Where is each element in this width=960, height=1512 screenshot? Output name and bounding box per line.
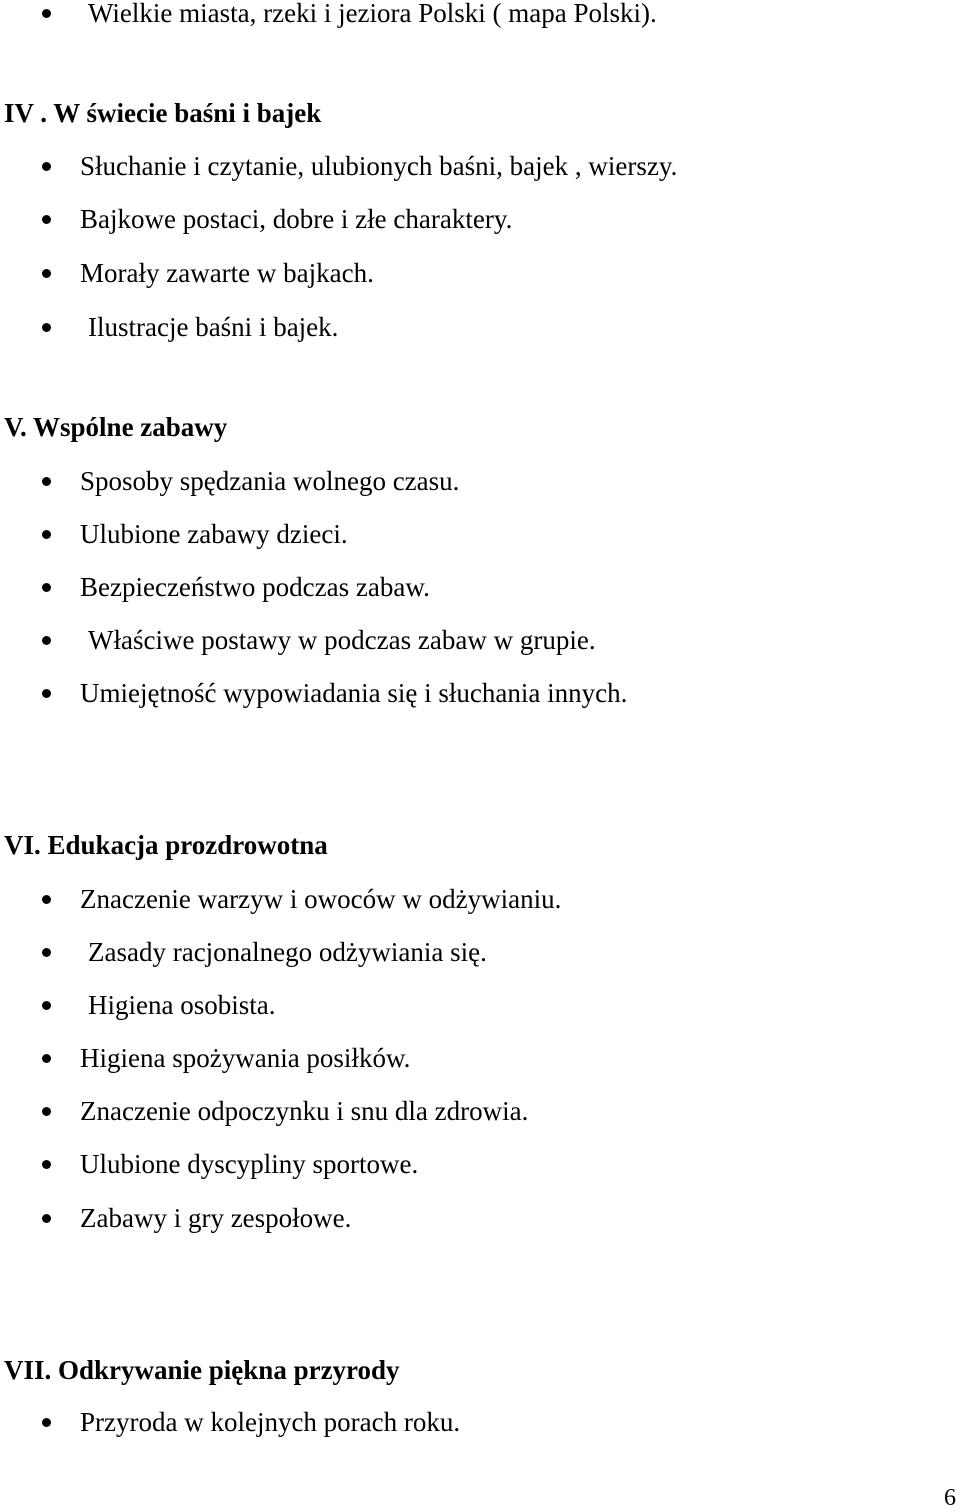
list-item-text: Ilustracje baśni i bajek. [88, 312, 339, 342]
list-item-text: Bezpieczeństwo podczas zabaw. [80, 572, 430, 602]
list-item-text: Bajkowe postaci, dobre i złe charaktery. [80, 204, 513, 234]
list-item-text: Higiena osobista. [88, 990, 276, 1020]
list-item-text: Słuchanie i czytanie, ulubionych baśni, bajek , wierszy. [80, 151, 678, 181]
list-item-text: Ulubione dyscypliny sportowe. [80, 1149, 419, 1179]
section-heading-vi: VI. Edukacja prozdrowotna [4, 830, 328, 860]
bullet-icon [42, 1160, 51, 1169]
section-heading-iv: IV . W świecie baśni i bajek [4, 98, 322, 128]
list-item-text: Morały zawarte w bajkach. [80, 258, 374, 288]
page-number: 6 [944, 1485, 956, 1511]
bullet-icon [42, 895, 51, 904]
list-item-text: Umiejętność wypowiadania się i słuchania innych. [80, 678, 628, 708]
bullet-icon [42, 9, 51, 18]
bullet-icon [42, 1054, 51, 1063]
list-item-text: Sposoby spędzania wolnego czasu. [80, 466, 460, 496]
list-item-text: Wielkie miasta, rzeki i jeziora Polski ( mapa Polski). [88, 0, 657, 28]
list-item-text: Przyroda w kolejnych porach roku. [80, 1407, 461, 1437]
list-item-text: Zabawy i gry zespołowe. [80, 1203, 352, 1233]
bullet-icon [42, 1107, 51, 1116]
bullet-icon [42, 323, 51, 332]
bullet-icon [42, 689, 51, 698]
section-heading-v: V. Wspólne zabawy [4, 412, 228, 442]
bullet-icon [42, 530, 51, 539]
bullet-icon [42, 1001, 51, 1010]
bullet-icon [42, 215, 51, 224]
list-item-text: Znaczenie odpoczynku i snu dla zdrowia. [80, 1096, 529, 1126]
list-item-text: Zasady racjonalnego odżywiania się. [88, 937, 487, 967]
list-item-text: Ulubione zabawy dzieci. [80, 519, 348, 549]
bullet-icon [42, 583, 51, 592]
list-item-text: Znaczenie warzyw i owoców w odżywianiu. [80, 884, 562, 914]
section-heading-vii: VII. Odkrywanie piękna przyrody [4, 1355, 400, 1385]
bullet-icon [42, 636, 51, 645]
list-item-text: Higiena spożywania posiłków. [80, 1043, 411, 1073]
bullet-icon [42, 948, 51, 957]
list-item-text: Właściwe postawy w podczas zabaw w grupie. [88, 625, 596, 655]
bullet-icon [42, 1418, 51, 1427]
bullet-icon [42, 162, 51, 171]
bullet-icon [42, 1214, 51, 1223]
bullet-icon [42, 269, 51, 278]
bullet-icon [42, 477, 51, 486]
